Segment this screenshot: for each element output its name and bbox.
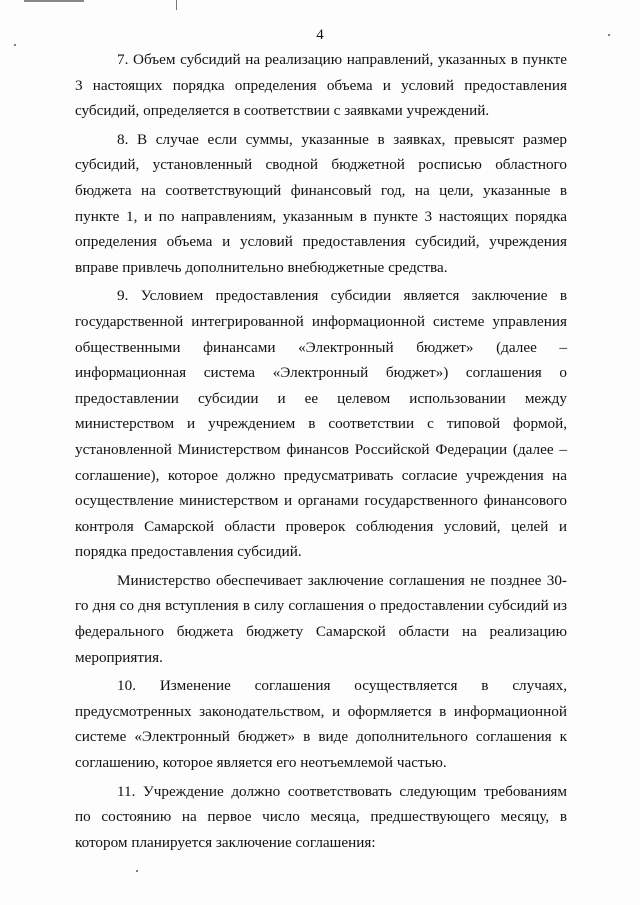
paragraph-10: 10. Изменение соглашения осуществляется в случаях, предусмотренных законодательством, и оформляется в информационной системе «Электронный бюджет» в виде дополнительного соглашения к соглашению, которое является его неотъемлемой частью. [75,677,567,772]
paragraph-7: 7. Объем субсидий на реализацию направлений, указанных в пункте 3 настоящих порядка определения объема и условий предоставления субсидий, определяется в соответствии с заявками учреждений. [75,51,567,120]
page-number: 4 [316,27,324,43]
paragraph-8: 8. В случае если суммы, указанные в заявках, превысят размер субсидий, установленный сводной бюджетной росписью областного бюджета на соответствующий финансовый год, на цели, указанные в пункте 1, и по направлениям, указанным в пункте 3 настоящих порядка определения объема и условий предоставления субсидий, учреждения вправе привлечь дополнительно внебюджетные средства. [75,130,567,276]
scan-artifact-tick [176,0,177,10]
paragraph-9: 9. Условием предоставления субсидии является заключение в государственной интегрированной информационной системе управления общественными финансами «Электронный бюджет» (далее – информационная система «Электронный бюджет») соглашения о предоставлении субсидии и ее целевом использовании между министерством и учреждением в соответствии с типовой формой, установленной Министерством финансов Российской Федерации (далее – соглашение), которое должно предусматривать согласие учреждения на осуществление министерством и органами государственного финансового контроля Самарской области проверок соблюдения условий, целей и порядка предоставления субсидий. [75,287,567,561]
scan-speck [136,870,138,872]
paragraph-11: 11. Учреждение должно соответствовать следующим требованиям по состоянию на первое число месяца, предшествующего месяцу, в котором планируется заключение соглашения: [75,782,567,851]
scan-artifact-line [24,0,84,2]
document-body [75,47,567,858]
scan-speck [14,44,16,46]
paragraph-9-continuation: Министерство обеспечивает заключение соглашения не позднее 30-го дня со дня вступления в силу соглашения о предоставлении субсидий из федерального бюджета бюджету Самарской области на реализацию мероприятия. [75,571,567,666]
